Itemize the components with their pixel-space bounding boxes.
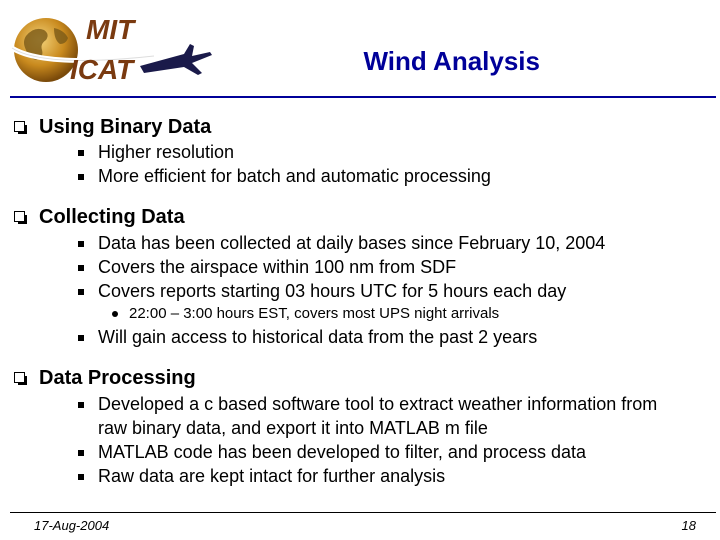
square-bullet-icon: [78, 450, 84, 456]
title-divider: [10, 96, 716, 98]
footer-divider: [10, 512, 716, 513]
page-number: 18: [681, 518, 696, 533]
square-bullet-icon: [78, 289, 84, 295]
mit-icat-logo: [4, 8, 214, 90]
logo-text-icat: ICAT: [70, 54, 134, 85]
logo-text-mit: MIT: [86, 14, 135, 45]
footer-date: 17-Aug-2004: [34, 518, 110, 533]
checkbox-bullet-icon: [14, 121, 25, 132]
square-bullet-icon: [78, 241, 84, 247]
square-bullet-icon: [78, 174, 84, 180]
checkbox-bullet-icon: [14, 211, 25, 222]
square-bullet-icon: [78, 402, 84, 408]
square-bullet-icon: [78, 335, 84, 341]
square-bullet-icon: [78, 265, 84, 271]
square-bullet-icon: [78, 474, 84, 480]
slide-title: Wind Analysis: [363, 46, 540, 76]
checkbox-bullet-icon: [14, 372, 25, 383]
dot-bullet-icon: [112, 311, 118, 317]
square-bullet-icon: [78, 150, 84, 156]
